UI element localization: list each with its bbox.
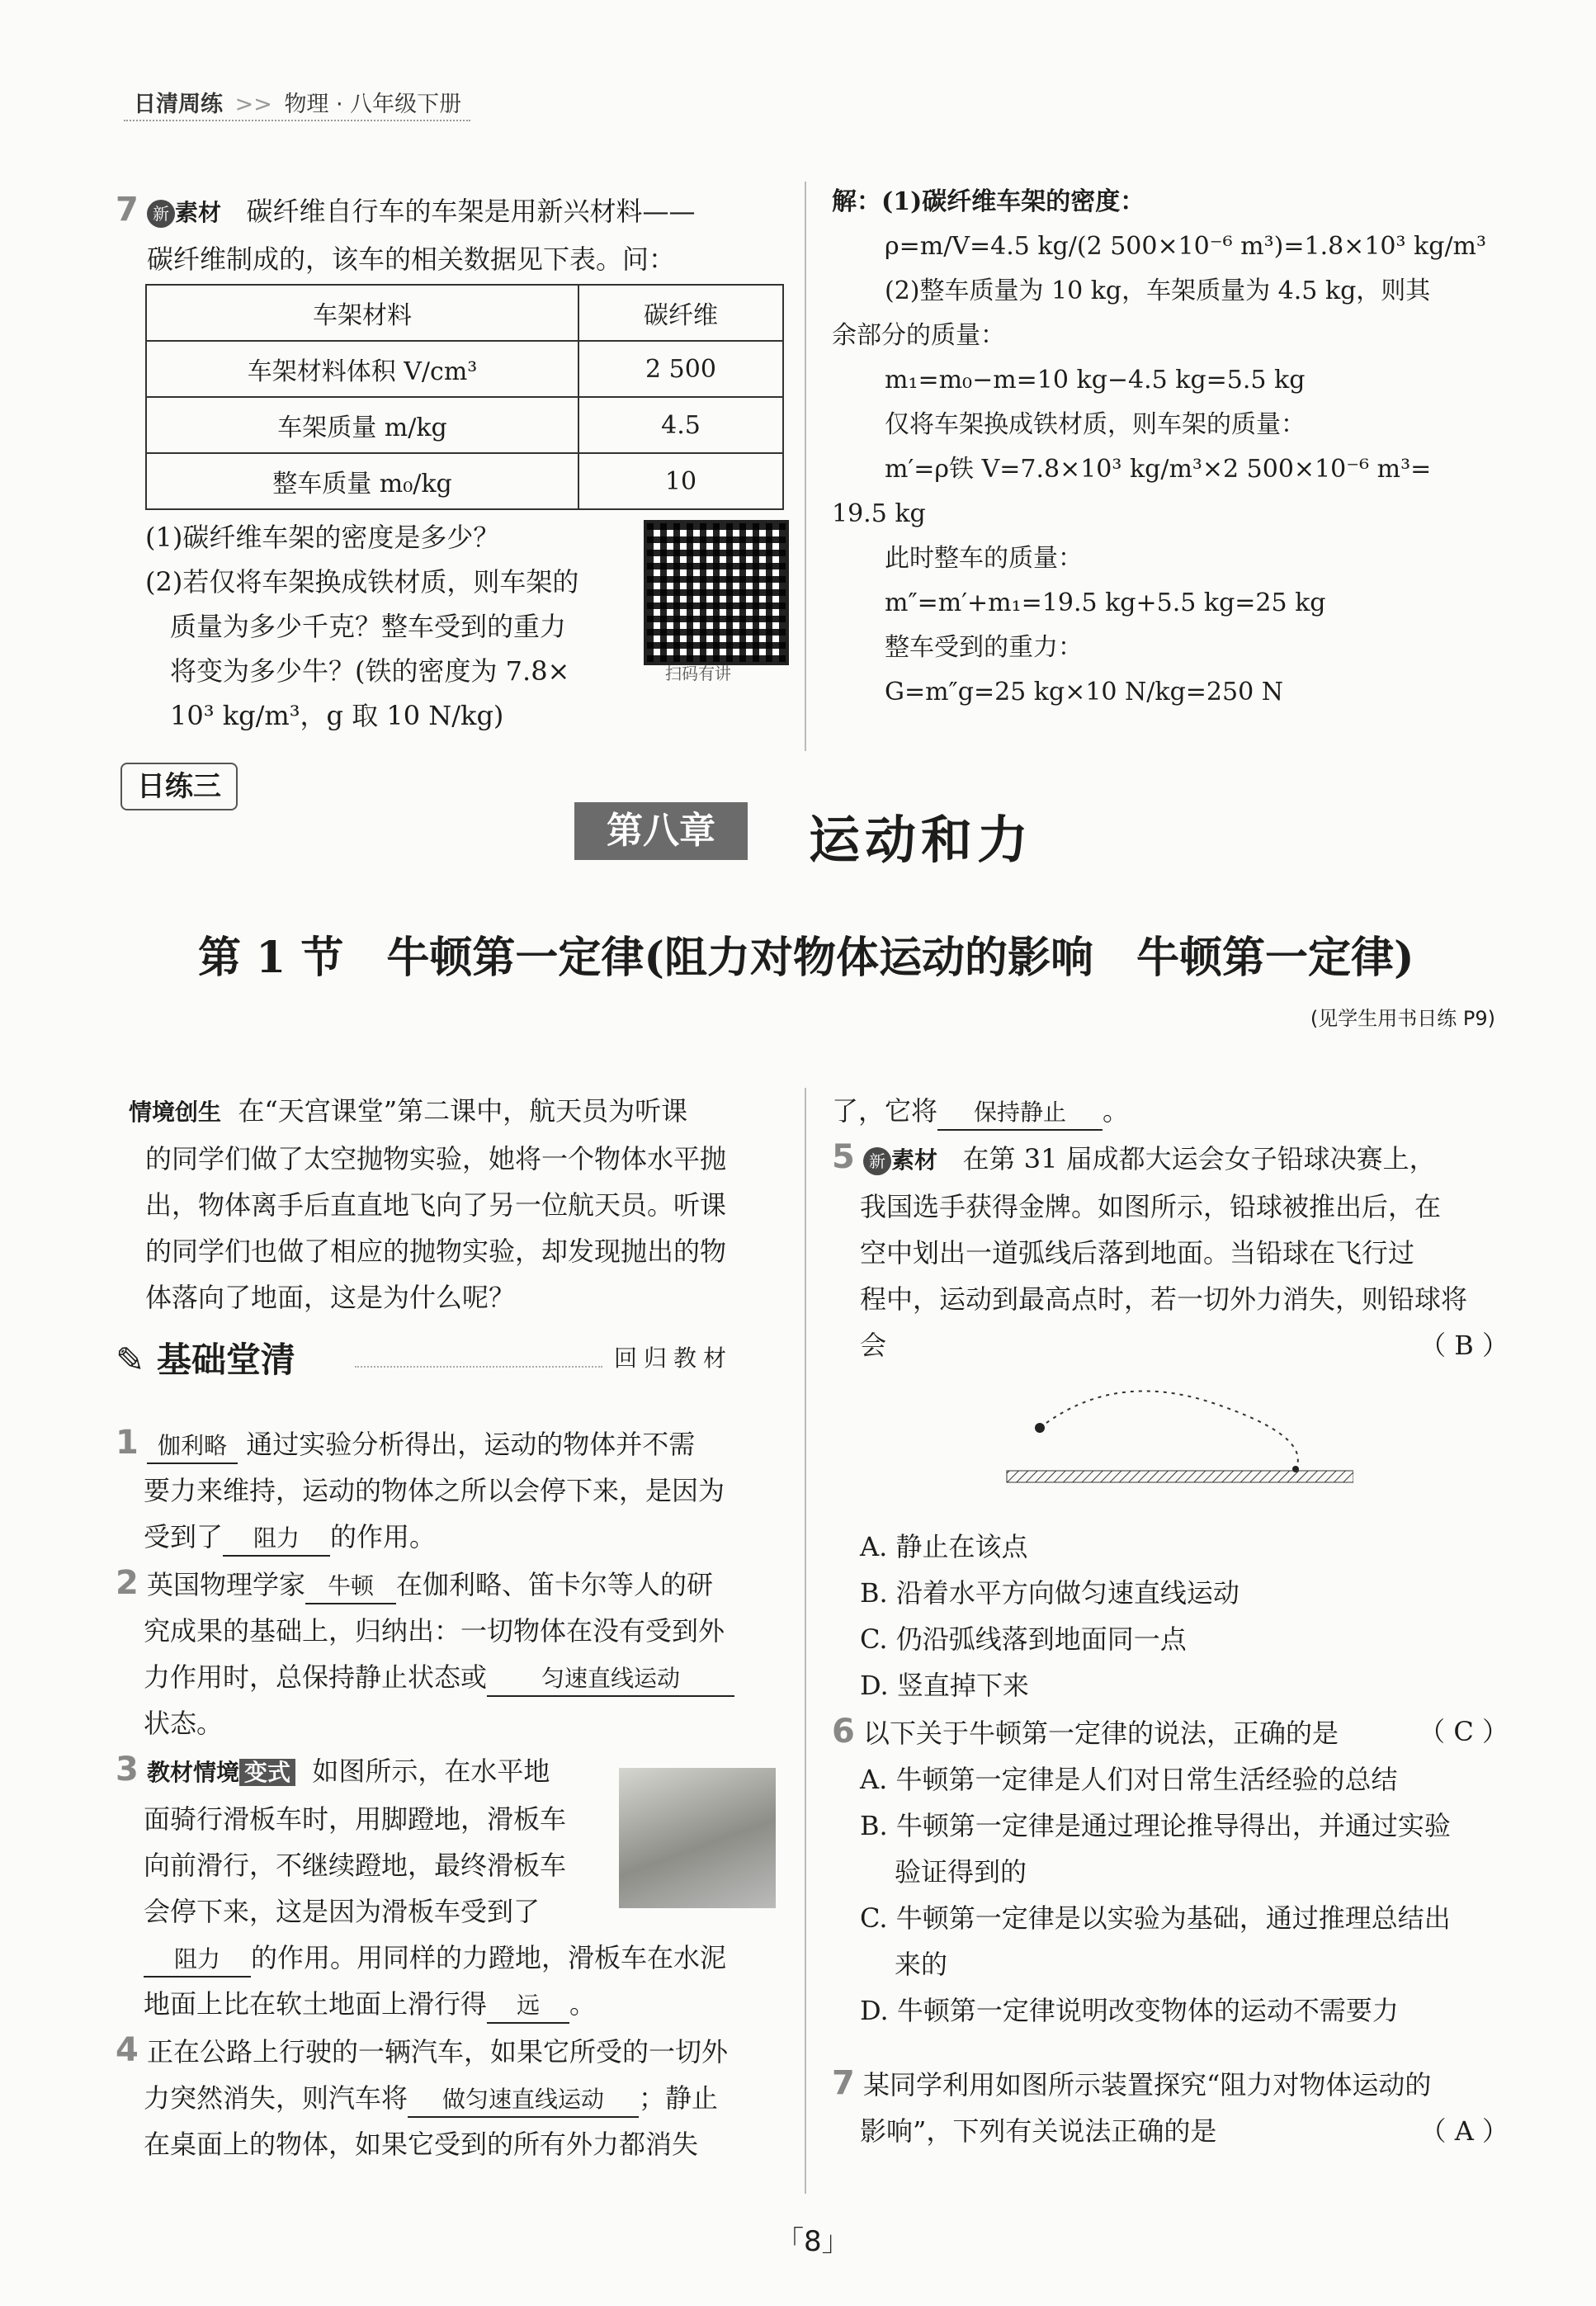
basics-title-text: 基础堂清 [156, 1340, 295, 1380]
material-tag: 素材 [891, 1146, 938, 1174]
question-text: 力突然消失，则汽车将 [144, 2082, 408, 2114]
column-divider [805, 182, 806, 751]
question-text: 碳纤维制成的，该车的相关数据见下表。问： [147, 243, 676, 275]
q5-options [860, 1524, 1520, 1708]
table-row [146, 341, 783, 397]
table-row [146, 453, 783, 509]
column-divider [805, 1088, 806, 2194]
scooter-photo [619, 1768, 776, 1908]
question-text: 以下关于牛顿第一定律的说法，正确的是 [863, 1718, 1339, 1749]
question-text: 会 [860, 1330, 887, 1361]
answer-choice: （ A ） [1419, 2115, 1509, 2147]
answer-blank: 牛顿 [305, 1570, 396, 1604]
subquestion-1: (1)碳纤维车架的密度是多少？ [145, 522, 500, 553]
shotput-diagram [990, 1387, 1353, 1519]
option-item[interactable]: D. 竖直掉下来 [860, 1670, 1029, 1701]
question-text: 碳纤维自行车的车架是用新兴材料—— [246, 196, 696, 227]
table-row [146, 397, 783, 453]
brand-label: 日清周练 [134, 92, 223, 117]
answer-blank: 远 [487, 1989, 569, 2024]
solution-line: m₁=m₀−m=10 kg−4.5 kg=5.5 kg [885, 366, 1306, 395]
question-text: 在桌面上的物体，如果它受到的所有外力都消失 [144, 2129, 699, 2160]
question-6-stem [832, 1708, 1509, 1756]
question-number: 7 [116, 191, 139, 229]
page-header [134, 86, 461, 118]
option-item[interactable]: A. 静止在该点 [860, 1531, 1028, 1562]
shotput-ball [1035, 1423, 1045, 1433]
qr-code-icon[interactable] [644, 520, 789, 665]
question-text: 地面上比在软土地面上滑行得 [144, 1988, 488, 2020]
option-item[interactable]: A. 牛顿第一定律是人们对日常生活经验的总结 [860, 1764, 1398, 1795]
table-cell: 整车质量 m₀/kg [146, 453, 578, 509]
section-title: 第 1 节 牛顿第一定律(阻力对物体运动的影响 牛顿第一定律) [198, 933, 1414, 983]
header-rule [124, 120, 470, 121]
option-item: 验证得到的 [895, 1856, 1027, 1888]
solution-line: ρ=m/V=4.5 kg/(2 500×10⁻⁶ m³)=1.8×10³ kg/m³ [885, 232, 1487, 261]
answer-blank: 做匀速直线运动 [408, 2083, 639, 2118]
solution-line: m″=m′+m₁=19.5 kg+5.5 kg=25 kg [885, 588, 1326, 617]
question-5 [832, 1134, 1509, 1184]
question-text: 力作用时，总保持静止状态或 [144, 1661, 488, 1693]
table-cell: 车架材料 [146, 285, 578, 341]
question-text: 了，它将 [832, 1095, 938, 1127]
subquestion-2: 质量为多少千克？整车受到的重力 [170, 611, 567, 642]
option-item[interactable]: C. 牛顿第一定律是以实验为基础，通过推理总结出 [860, 1902, 1451, 1934]
page-number: 「 8 」 [776, 2219, 850, 2259]
question-text-row [832, 1322, 1509, 1368]
question-text: 的作用。 [330, 1521, 437, 1552]
question-number: 1 [116, 1424, 139, 1462]
solution-line: (2)整车质量为 10 kg，车架质量为 4.5 kg，则其 [885, 276, 1431, 305]
answer-choice: （ C ） [1419, 1716, 1509, 1747]
question-number: 5 [832, 1138, 855, 1176]
chapter-title: 运动和力 [809, 810, 1034, 870]
question-text: 影响”，下列有关说法正确的是 [860, 2115, 1217, 2147]
question-text: 正在公路上行驶的一辆汽车，如果它所受的一切外 [147, 2036, 729, 2067]
table-cell: 车架质量 m/kg [146, 397, 578, 453]
question-text: 面骑行滑板车时，用脚蹬地，滑板车 [144, 1803, 567, 1835]
answer-blank: 匀速直线运动 [487, 1662, 734, 1697]
question-7b [832, 2060, 1509, 2154]
question-text: 在第 31 届成都大运会女子铅球决赛上， [962, 1143, 1436, 1174]
question-text-row [116, 1514, 792, 1560]
material-tag: 素材 [175, 199, 222, 226]
table-cell: 车架材料体积 V/cm³ [146, 341, 578, 397]
question-text: 。 [1103, 1095, 1130, 1127]
scenario-text: 体落向了地面，这是为什么呢？ [145, 1282, 516, 1313]
question-6 [832, 1708, 1509, 2034]
question-text: 究成果的基础上，归纳出：一切物体在没有受到外 [144, 1615, 725, 1647]
qr-label: 扫码有讲 [665, 664, 731, 683]
solution-line: G=m″g=25 kg×10 N/kg=250 N [885, 678, 1283, 706]
solution-line: 解：(1)碳纤维车架的密度： [832, 187, 1145, 216]
header-separator: >> [234, 92, 272, 117]
question-text: 的作用。用同样的力蹬地，滑板车在水泥 [251, 1942, 727, 1973]
table-cell: 10 [578, 453, 783, 509]
solution-line: 整车受到的重力： [885, 633, 1083, 662]
subject-label: 物理 · 八年级下册 [284, 92, 462, 117]
question-text-row [832, 1088, 1509, 1134]
question-1 [116, 1420, 792, 1467]
table-cell: 4.5 [578, 397, 783, 453]
day-badge: 日练三 [120, 763, 238, 810]
question-text-row [116, 1935, 792, 1981]
question-text: 如图所示，在水平地 [312, 1755, 550, 1787]
basics-rule [355, 1366, 602, 1368]
question-text: 要力来维持，运动的物体之所以会停下来，是因为 [144, 1475, 725, 1506]
option-item: 来的 [895, 1949, 948, 1980]
question-text: 空中划出一道弧线后落到地面。当铅球在飞行过 [860, 1237, 1415, 1269]
table-cell: 2 500 [578, 341, 783, 397]
question-text: 向前滑行，不继续蹬地，最终滑板车 [144, 1850, 567, 1881]
solution-line: 仅将车架换成铁材质，则车架的质量： [885, 410, 1306, 439]
trajectory-path [1040, 1391, 1298, 1469]
ground [1007, 1471, 1353, 1482]
subquestion-2: (2)若仅将车架换成铁材质，则车架的 [145, 566, 579, 598]
question-text: 会停下来，这是因为滑板车受到了 [144, 1896, 541, 1927]
answer-blank: 保持静止 [937, 1096, 1103, 1131]
question-4 [116, 2027, 792, 2075]
data-table [145, 284, 784, 510]
solution-line: 19.5 kg [832, 499, 926, 528]
question-text: 程中，运动到最高点时，若一切外力消失，则铅球将 [860, 1283, 1468, 1315]
scenario-text: 的同学们也做了相应的抛物实验，却发现抛出的物 [145, 1236, 727, 1267]
answer-blank: 阻力 [144, 1943, 251, 1978]
option-item[interactable]: D. 牛顿第一定律说明改变物体的运动不需要力 [860, 1995, 1399, 2026]
basics-title: ✎ 基础堂清 [116, 1340, 295, 1380]
question-text-row [116, 2075, 792, 2121]
variant-tag: 变式 [239, 1759, 295, 1786]
question-text: 某同学利用如图所示装置探究“阻力对物体运动的 [863, 2069, 1432, 2100]
answer-blank: 伽利略 [147, 1429, 238, 1464]
scenario-block [129, 1088, 789, 1321]
right-questions [832, 1088, 1509, 1368]
option-item[interactable]: B. 沿着水平方向做匀速直线运动 [860, 1577, 1239, 1609]
scenario-tag: 情境创生 [129, 1099, 222, 1126]
question-number: 4 [116, 2031, 139, 2069]
question-text: 。 [569, 1988, 597, 2020]
question-text-row [116, 1654, 792, 1700]
solution-line: 此时整车的质量： [885, 544, 1083, 573]
question-text: 通过实验分析得出，运动的物体并不需 [246, 1429, 696, 1460]
scenario-text: 出，物体离手后直直地飞向了另一位航天员。听课 [145, 1189, 727, 1221]
option-item[interactable]: C. 仍沿弧线落到地面同一点 [860, 1623, 1187, 1655]
question-2 [116, 1560, 792, 1608]
question-number: 3 [116, 1751, 139, 1789]
basics-subtitle: 回归教材 [614, 1344, 734, 1372]
solution-line: m′=ρ铁 V=7.8×10³ kg/m³×2 500×10⁻⁶ m³= [885, 455, 1432, 484]
table-cell: 碳纤维 [578, 285, 783, 341]
scenario-text: 在“天宫课堂”第二课中，航天员为听课 [238, 1095, 688, 1127]
scenario-text: 的同学们做了太空抛物实验，她将一个物体水平抛 [145, 1143, 727, 1174]
question-text: 我国选手获得金牌。如图所示，铅球被推出后，在 [860, 1191, 1442, 1222]
solution-block [832, 180, 1509, 715]
question-text: ；静止 [639, 2082, 719, 2114]
answer-blank: 阻力 [223, 1522, 330, 1557]
question-number: 7 [832, 2064, 855, 2102]
question-number: 2 [116, 1564, 139, 1602]
subquestions [145, 515, 640, 738]
table-row [146, 285, 783, 341]
new-badge-icon: 新 [147, 200, 175, 228]
question-text-row [832, 2108, 1509, 2154]
subquestion-2: 10³ kg/m³，g 取 10 N/kg) [170, 700, 504, 731]
question-text: 英国物理学家 [147, 1569, 306, 1600]
textbook-tag: 教材情境 [147, 1759, 240, 1786]
reference-note: (见学生用书日练 P9) [1310, 1007, 1495, 1030]
subquestion-2: 将变为多少牛？(铁的密度为 7.8× [170, 655, 570, 687]
new-badge-icon: 新 [863, 1147, 891, 1175]
question-text: 受到了 [144, 1521, 224, 1552]
question-number: 6 [832, 1713, 855, 1751]
solution-line: 余部分的质量： [832, 321, 1005, 350]
option-item[interactable]: B. 牛顿第一定律是通过理论推导得出，并通过实验 [860, 1810, 1451, 1841]
chapter-label: 第八章 [574, 802, 748, 860]
question-text-row [116, 1981, 792, 2027]
question-text: 状态。 [144, 1708, 224, 1739]
question-text: 在伽利略、笛卡尔等人的研 [396, 1569, 714, 1600]
question-7-left [116, 187, 792, 282]
answer-choice: （ B ） [1419, 1330, 1509, 1361]
